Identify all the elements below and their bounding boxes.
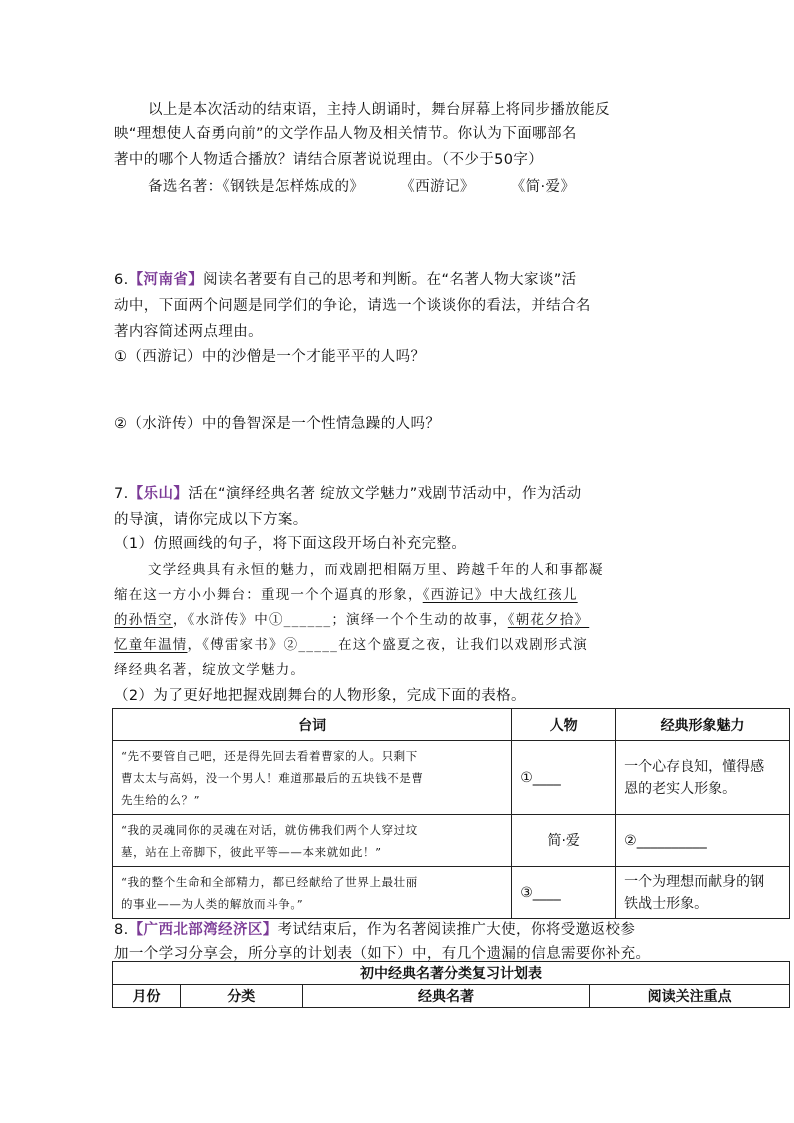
book-option-1: 《钢铁是怎样炼成的》	[222, 179, 365, 195]
opening-line-2: 缩在这一方小小舞台：重现一个个逼真的形象，《西游记》中大战红孩儿	[114, 587, 578, 603]
book-option-2: 《西游记》	[400, 179, 475, 195]
q7-number: 7.	[114, 486, 129, 502]
q8-line-2: 加一个学习分享会，所分享的计划表（如下）中，有几个遗漏的信息需要你补充。	[114, 946, 651, 962]
table-row	[113, 867, 790, 919]
q8-number: 8.	[114, 922, 129, 938]
header-month: 月份	[113, 985, 181, 1008]
character-table	[112, 708, 790, 919]
books-label: 备选名著：	[148, 179, 223, 195]
q6-line-2: 动中，下面两个问题是同学们的争论，请选一个谈谈你的看法，并结合名	[114, 298, 591, 314]
q7-line-2: 的导演，请你完成以下方案。	[114, 512, 308, 528]
opening-line-4	[114, 632, 588, 658]
header-lines: 台词	[113, 709, 512, 741]
header-category: 分类	[180, 985, 302, 1008]
header-reading-focus: 阅读关注重点	[590, 985, 790, 1008]
quote-cell: “我的整个生命和全部精力，都已经献给了世界上最壮丽 的事业——为人类的解放而斗争。”	[113, 867, 512, 919]
q8-line-1	[114, 918, 635, 942]
book-option-3: 《简·爱》	[510, 179, 576, 195]
q6-line-3: 著内容简述两点理由。	[114, 324, 263, 340]
plan-title-row	[113, 962, 790, 985]
quote-cell: “先不要管自己吧，还是得先回去看着曹家的人。只剩下 曹太太与高妈，没一个男人！难道那最后的五块钱不是曹 先生给的么？”	[113, 741, 512, 815]
review-plan-table	[112, 961, 790, 1008]
q8-source-tag: 【广西北部湾经济区】	[128, 922, 278, 938]
q7-text-1: 活在“演绎经典名著 绽放文学魅力”戏剧节活动中，作为活动	[188, 486, 582, 502]
underlined-sample-4: 忆童年温情	[114, 637, 188, 653]
table-header-row	[113, 709, 790, 741]
q7-line-1	[114, 482, 582, 506]
intro-line-1: 以上是本次活动的结束语，主持人朗诵时，舞台屏幕上将同步播放能反	[148, 102, 610, 118]
charm-cell: 一个为理想而献身的钢 铁战士形象。	[616, 867, 790, 919]
table-row	[113, 741, 790, 815]
header-classic-works: 经典名著	[302, 985, 590, 1008]
q6-item-2: ②（水浒传）中的鲁智深是一个性情急躁的人吗？	[114, 416, 441, 432]
opening-line-1: 文学经典具有永恒的魅力，而戏剧把相隔万里、跨越千年的人和事都凝	[148, 562, 604, 578]
quote-cell: “我的灵魂同你的灵魂在对话，就仿佛我们两个人穿过坟 墓，站在上帝脚下，彼此平等——本来就如此！”	[113, 815, 512, 867]
q6-source-tag: 【河南省】	[128, 272, 204, 288]
underlined-sample-2: 的孙悟空	[114, 612, 173, 628]
q6-text-1: 阅读名著要有自己的思考和判断。在“名著人物大家谈”活	[203, 272, 577, 288]
opening-line-5: 绎经典名著，绽放文学魅力。	[114, 662, 306, 678]
plan-table-title: 初中经典名著分类复习计划表	[113, 962, 790, 985]
header-character: 人物	[512, 709, 616, 741]
table-row	[113, 815, 790, 867]
q7-sub-1: （1）仿照画线的句子，将下面这段开场白补充完整。	[114, 536, 467, 552]
q8-text-1: 考试结束后，作为名著阅读推广大使，你将受邀返校参	[277, 922, 636, 938]
header-charm: 经典形象魅力	[616, 709, 790, 741]
q7-sub-2: （2）为了更好地把握戏剧舞台的人物形象，完成下面的表格。	[114, 688, 526, 704]
q6-line-1	[114, 268, 577, 292]
q7-source-tag: 【乐山】	[128, 486, 189, 502]
opening-line-3	[114, 607, 589, 633]
blank-2-text: ，《傅雷家书》②_____在这个盛夏之夜，让我们以戏剧形式演	[187, 637, 588, 653]
person-cell: 简·爱	[512, 815, 616, 867]
person-cell[interactable]: ①____	[512, 741, 616, 815]
plan-header-row	[113, 985, 790, 1008]
q6-number: 6.	[114, 272, 129, 288]
underlined-sample-3: 《朝花夕拾》	[507, 612, 590, 628]
charm-cell: 一个心存良知，懂得感 恩的老实人形象。	[616, 741, 790, 815]
intro-line-3: 著中的哪个人物适合播放？请结合原著说说理由。（不少于50字）	[114, 152, 544, 168]
underlined-sample-1: 《西游记》中大战红孩儿	[422, 587, 578, 603]
candidate-books	[148, 175, 575, 199]
intro-line-2: 映“理想使人奋勇向前”的文学作品人物及相关情节。你认为下面哪部名	[114, 126, 577, 142]
charm-cell[interactable]: ②__________	[616, 815, 790, 867]
person-cell[interactable]: ③____	[512, 867, 616, 919]
blank-1-text: ，《水浒传》中①______；演绎一个个生动的故事，	[172, 612, 508, 628]
q6-item-1: ①（西游记）中的沙僧是一个才能平平的人吗？	[114, 349, 426, 365]
